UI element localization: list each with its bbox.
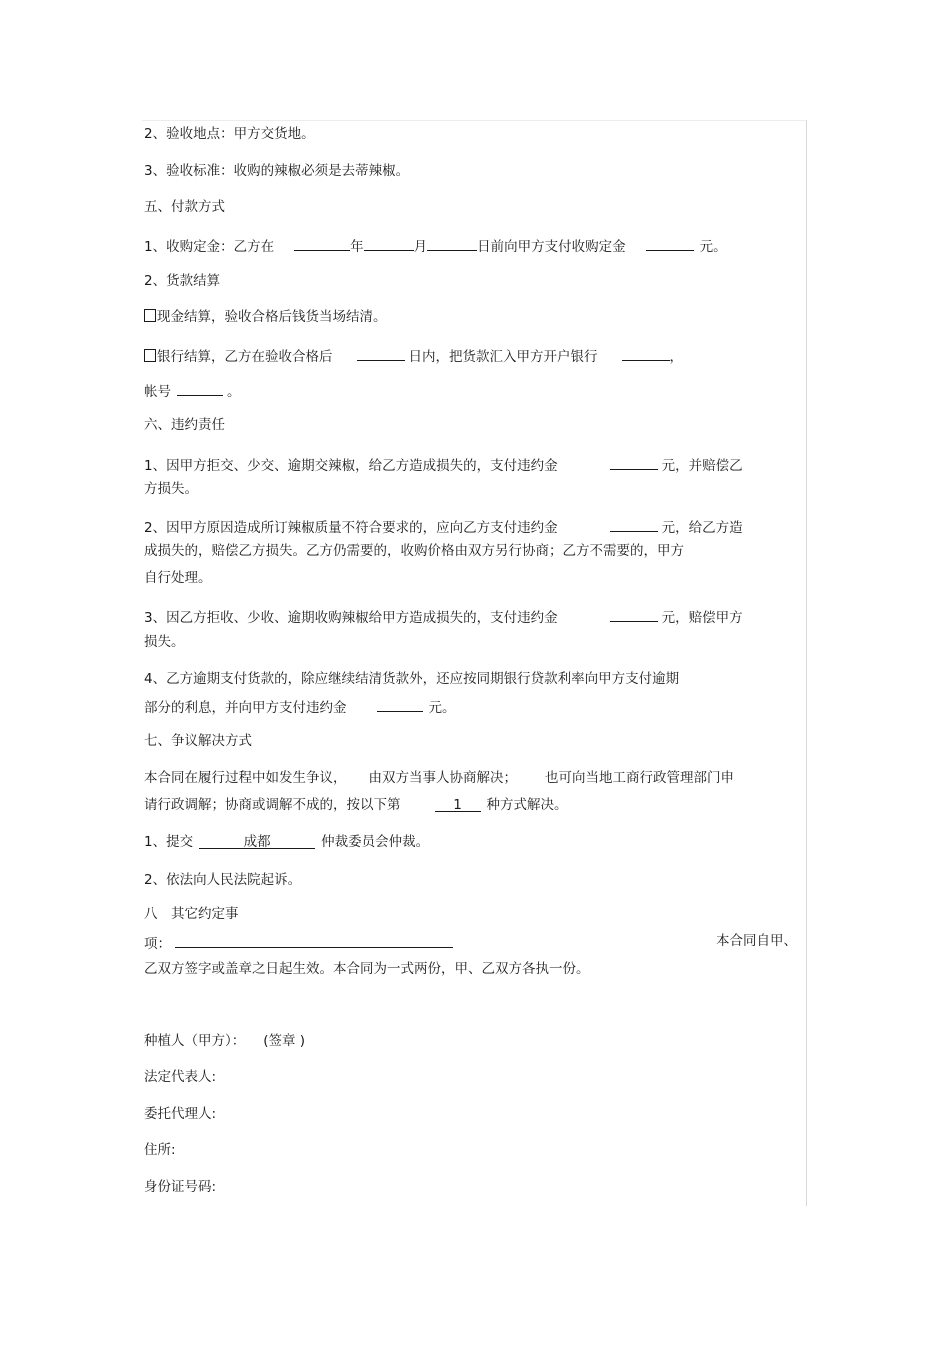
acceptance-standard: 3、验收标准：收购的辣椒必须是去蒂辣椒。 <box>144 163 410 179</box>
breach-c3-amount-blank[interactable] <box>610 605 658 622</box>
other-item-label: 项： <box>144 936 171 952</box>
id-number-label: 身份证号码: <box>144 1179 217 1195</box>
account-label: 帐号 <box>144 384 171 400</box>
breach-c1-text-b: 元，并赔偿乙 <box>661 458 743 474</box>
breach-heading: 六、违约责任 <box>144 417 225 433</box>
party-a-label: 种植人（甲方）： <box>144 1033 246 1049</box>
breach-c3-text-b: 元，赔偿甲方 <box>661 610 743 626</box>
payment-heading: 五、付款方式 <box>144 199 225 215</box>
breach-c3-text-a: 3、因乙方拒收、少收、逾期收购辣椒给甲方造成损失的，支付违约金 <box>144 610 558 626</box>
deposit-unit: 元。 <box>699 239 727 255</box>
cash-option <box>144 307 387 327</box>
dispute-option-2: 2、依法向人民法院起诉。 <box>144 872 302 888</box>
effective-text-b: 乙双方签字或盖章之日起生效。本合同为一式两份，甲、乙双方各执一份。 <box>144 961 590 977</box>
deposit-text-a: 1、收购定金：乙方在 <box>144 239 275 255</box>
bank-name-blank[interactable] <box>622 344 670 361</box>
address-label: 住所: <box>144 1142 176 1158</box>
breach-c4-amount-blank[interactable] <box>377 695 423 712</box>
effective-text-a: 本合同自甲、 <box>716 933 797 949</box>
breach-c3-text-c: 损失。 <box>144 634 185 650</box>
breach-clause-4-end <box>144 695 456 718</box>
dispute-option-1 <box>144 832 429 852</box>
deposit-year-blank[interactable] <box>294 234 350 251</box>
breach-c2-text-b: 元，给乙方造 <box>661 520 743 536</box>
other-items-blank[interactable] <box>175 931 453 948</box>
agent-label: 委托代理人: <box>144 1106 217 1122</box>
deposit-day-blank[interactable] <box>427 234 477 251</box>
deposit-month-label: 月 <box>413 239 428 255</box>
bank-comma: ， <box>669 349 683 365</box>
breach-c2-text-c: 成损失的，赔偿乙方损失。乙方仍需要的，收购价格由双方另行协商；乙方不需要的，甲方 <box>144 543 684 559</box>
dispute-paragraph-1 <box>144 768 734 788</box>
deposit-year-label: 年 <box>350 239 364 255</box>
acceptance-place: 2、验收地点：甲方交货地。 <box>144 126 315 142</box>
dispute-option-value[interactable]: 1 <box>435 795 481 812</box>
dispute-o1-text-a: 1、提交 <box>144 834 194 850</box>
bank-days-blank[interactable] <box>357 344 405 361</box>
cash-text: 现金结算，验收合格后钱货当场结清。 <box>157 309 387 325</box>
breach-c4-text-c: 元。 <box>428 700 456 716</box>
deposit-text-b: 日前向甲方支付收购定金 <box>477 239 626 255</box>
other-heading: 八 其它约定事 <box>144 906 239 922</box>
seal-label: (签章 ) <box>263 1033 306 1049</box>
dispute-p1-text-b: 由双方当事人协商解决； <box>368 770 517 786</box>
breach-c2-text-d: 自行处理。 <box>144 570 212 586</box>
breach-clause-2 <box>144 515 743 538</box>
legal-rep-label: 法定代表人: <box>144 1069 217 1085</box>
breach-c1-text-c: 方损失。 <box>144 481 198 497</box>
dispute-paragraph-2 <box>144 795 568 815</box>
bank-checkbox[interactable] <box>144 349 156 362</box>
deposit-amount-blank[interactable] <box>646 234 694 251</box>
breach-clause-3 <box>144 605 743 628</box>
dispute-heading: 七、争议解决方式 <box>144 733 252 749</box>
dispute-o1-text-b: 仲裁委员会仲裁。 <box>321 834 430 850</box>
dispute-p2-text-b: 种方式解决。 <box>486 797 568 813</box>
breach-c4-text-b: 部分的利息，并向甲方支付违约金 <box>144 700 347 716</box>
bank-text-a: 银行结算，乙方在验收合格后 <box>157 349 333 365</box>
breach-c2-text-a: 2、因甲方原因造成所订辣椒质量不符合要求的，应向乙方支付违约金 <box>144 520 558 536</box>
dispute-p1-text-a: 本合同在履行过程中如发生争议， <box>144 770 347 786</box>
dispute-p2-text-a: 请行政调解；协商或调解不成的，按以下第 <box>144 797 401 813</box>
breach-c2-amount-blank[interactable] <box>610 515 658 532</box>
breach-c1-amount-blank[interactable] <box>610 453 658 470</box>
account-end: 。 <box>227 384 241 400</box>
breach-clause-1 <box>144 453 743 476</box>
bank-text-b: 日内，把货款汇入甲方开户银行 <box>408 349 598 365</box>
settlement-heading: 2、货款结算 <box>144 273 221 289</box>
breach-c4-text-a: 4、乙方逾期支付货款的，除应继续结清货款外，还应按同期银行贷款利率向甲方支付逾期 <box>144 671 680 687</box>
deposit-clause <box>144 234 727 257</box>
bank-option <box>144 344 683 367</box>
arbitration-city-value: 成都 <box>243 834 271 850</box>
cash-checkbox[interactable] <box>144 309 156 322</box>
account-blank[interactable] <box>177 379 223 396</box>
breach-c1-text-a: 1、因甲方拒交、少交、逾期交辣椒，给乙方造成损失的，支付违约金 <box>144 458 558 474</box>
account-line <box>144 379 241 402</box>
arbitration-city-field[interactable] <box>199 832 315 849</box>
other-items-line <box>144 931 453 954</box>
signature-party-a <box>144 1031 305 1051</box>
deposit-month-blank[interactable] <box>364 234 414 251</box>
dispute-p1-text-c: 也可向当地工商行政管理部门申 <box>545 770 734 786</box>
